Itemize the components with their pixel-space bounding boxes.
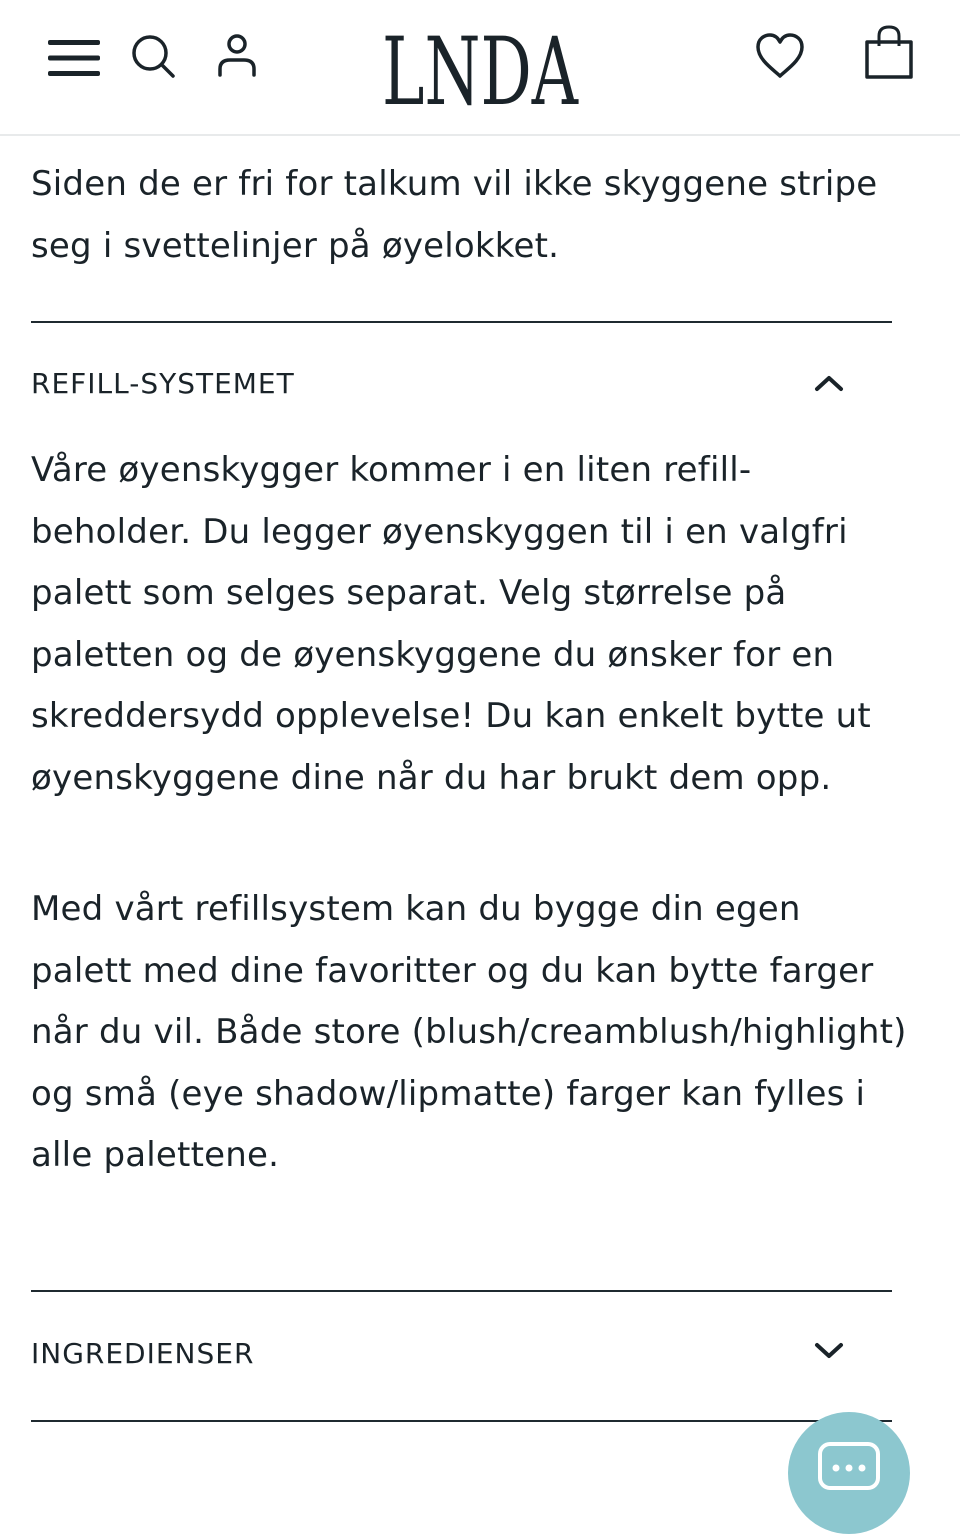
intro-paragraph: Siden de er fri for talkum vil ikke skyggene stripe seg i svettelinjer på øyelokket. xyxy=(31,164,878,266)
shopping-bag-icon[interactable] xyxy=(864,24,914,80)
chat-bubble-icon xyxy=(818,1442,880,1482)
accordion-divider xyxy=(31,1420,892,1422)
refill-paragraph-1: Våre øyenskygger kommer i en liten refill-beholder. Du legger øyenskyggen til i en valgfri palett som selges separat. Velg størrelse på paletten og de øyenskyggene du ønsker for en skreddersydd opplevelse! Du kan enkelt bytte ut øyenskyggene dine når du har brukt dem opp. xyxy=(31,450,871,798)
account-icon[interactable] xyxy=(216,33,258,77)
accordion-header-ingredienser[interactable]: INGREDIENSER xyxy=(31,1337,255,1370)
search-icon[interactable] xyxy=(130,33,176,79)
chat-widget-button[interactable] xyxy=(788,1412,910,1534)
svg-text:LNDA: LNDA xyxy=(382,18,579,127)
hamburger-menu-icon[interactable] xyxy=(48,38,100,78)
accordion-divider xyxy=(31,321,892,323)
chevron-up-icon[interactable] xyxy=(812,372,846,394)
chevron-down-icon[interactable] xyxy=(812,1340,846,1362)
refill-paragraph-2: Med vårt refillsystem kan du bygge din egen palett med dine favoritter og du kan bytte farger når du vil. Både store (blush/creamblush/highlight) og små (eye shadow/lipmatte) farger kan fylles i alle palettene. xyxy=(31,889,907,1175)
brand-logo[interactable] xyxy=(380,18,580,127)
accordion-header-refill-systemet[interactable]: REFILL-SYSTEMET xyxy=(31,367,295,400)
site-header xyxy=(0,0,960,136)
heart-icon[interactable] xyxy=(754,32,806,80)
accordion-divider xyxy=(31,1290,892,1292)
